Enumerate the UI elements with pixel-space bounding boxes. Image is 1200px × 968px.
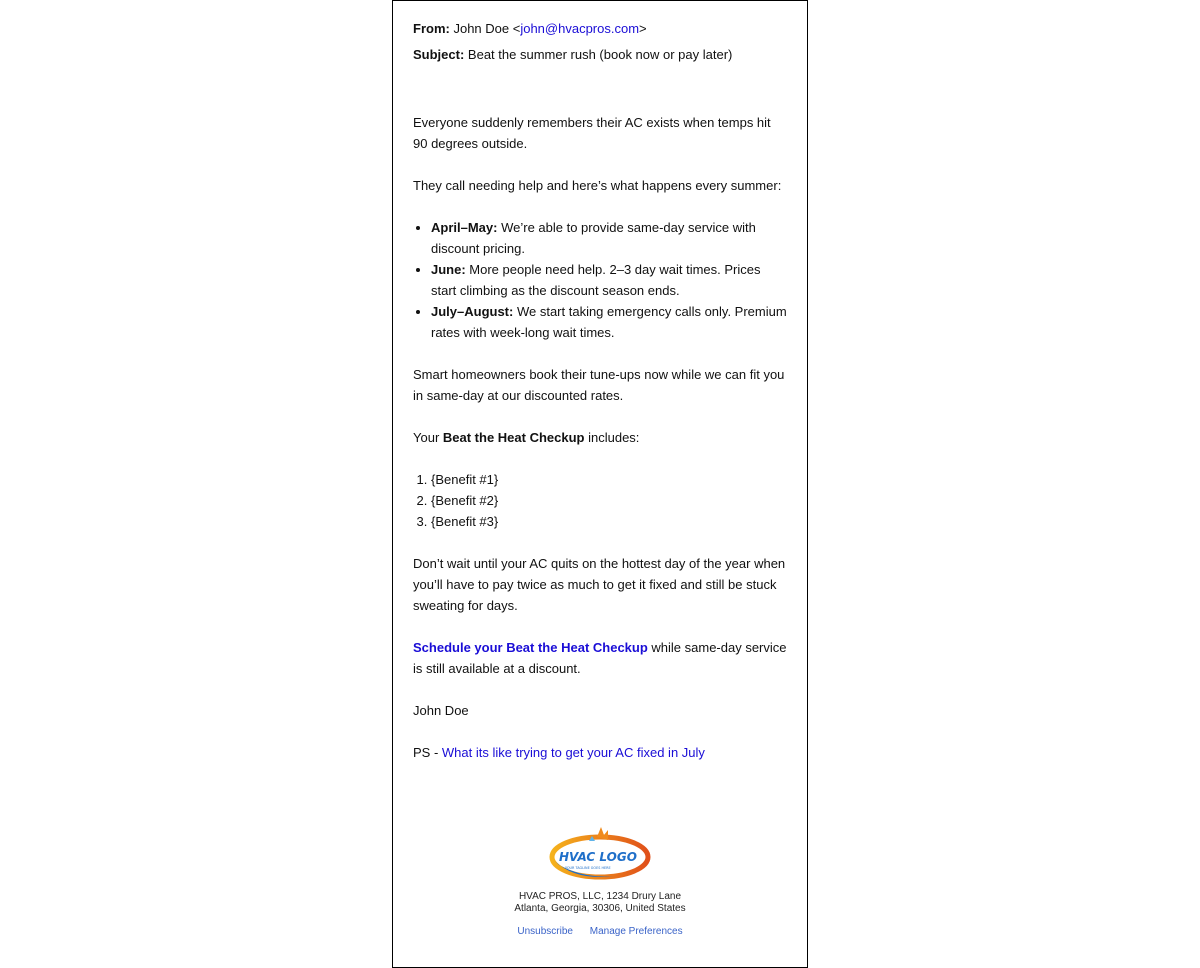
paragraph-intro: Everyone suddenly remembers their AC exists when temps hit 90 degrees outside. — [413, 115, 771, 151]
subject-line — [413, 39, 787, 65]
checkup-name: Beat the Heat Checkup — [442, 430, 585, 445]
season-label: April–May: — [431, 220, 498, 235]
benefit-list — [413, 469, 787, 532]
unsubscribe-link[interactable]: Unsubscribe — [517, 926, 573, 937]
includes-suffix: includes: — [584, 430, 640, 445]
season-item — [431, 217, 787, 259]
benefit-item: 1. {Benefit #1} — [431, 469, 787, 490]
includes-prefix: Your — [413, 430, 443, 445]
email-footer — [393, 821, 807, 937]
ps-prefix: PS - — [413, 745, 442, 760]
season-text: More people need help. 2–3 day wait times. Prices start climbing as the discount season ends. — [431, 262, 761, 298]
email-container — [392, 0, 808, 968]
paragraph-ps — [413, 742, 787, 763]
season-label: July–August: — [431, 304, 514, 319]
paragraph-includes — [413, 427, 787, 448]
season-text: We start taking emergency calls only. Premium rates with week-long wait times. — [431, 304, 787, 340]
season-text: We’re able to provide same-day service with discount pricing. — [431, 220, 756, 256]
cta-suffix: while same-day service is still available at a discount. — [413, 640, 787, 676]
season-item — [431, 259, 787, 301]
manage-preferences-link[interactable]: Manage Preferences — [589, 926, 683, 937]
paragraph-cta — [413, 637, 787, 679]
footer-links — [393, 926, 807, 937]
logo-tagline: YOUR TAGLINE GOES HERE — [565, 866, 611, 870]
from-line — [413, 1, 787, 39]
subject-text: Beat the summer rush (book now or pay later) — [467, 47, 733, 62]
paragraph-smart-homeowners: Smart homeowners book their tune-ups now while we can fit you in same-day at our discounted rates. — [413, 367, 785, 403]
subject-label: Subject: — [413, 47, 465, 62]
from-close: > — [639, 21, 647, 36]
benefit-item: 3. {Benefit #3} — [431, 511, 787, 532]
from-name: John Doe < — [453, 21, 521, 36]
email-body — [413, 112, 787, 763]
from-label: From: — [413, 21, 450, 36]
schedule-checkup-link[interactable]: Schedule your Beat the Heat Checkup — [413, 640, 648, 655]
season-label: June: — [431, 262, 466, 277]
signature: John Doe — [413, 703, 469, 718]
from-email-link[interactable]: john@hvacpros.com — [520, 21, 640, 36]
season-item — [431, 301, 787, 343]
logo-text: HVAC LOGO — [559, 850, 637, 864]
season-list — [413, 217, 787, 343]
paragraph-summer: They call needing help and here’s what happens every summer: — [413, 178, 782, 193]
ps-link[interactable]: What its like trying to get your AC fixed in July — [441, 745, 705, 760]
benefit-item: 2. {Benefit #2} — [431, 490, 787, 511]
address-line-1: HVAC PROS, LLC, 1234 Drury Lane — [518, 891, 682, 902]
paragraph-dont-wait: Don’t wait until your AC quits on the hottest day of the year when you’ll have to pay twice as much to get it fixed and still be stuck sweating for days. — [413, 556, 786, 613]
address-line-2: Atlanta, Georgia, 30306, United States — [514, 903, 686, 914]
company-address — [393, 891, 807, 915]
hvac-logo — [545, 821, 655, 885]
